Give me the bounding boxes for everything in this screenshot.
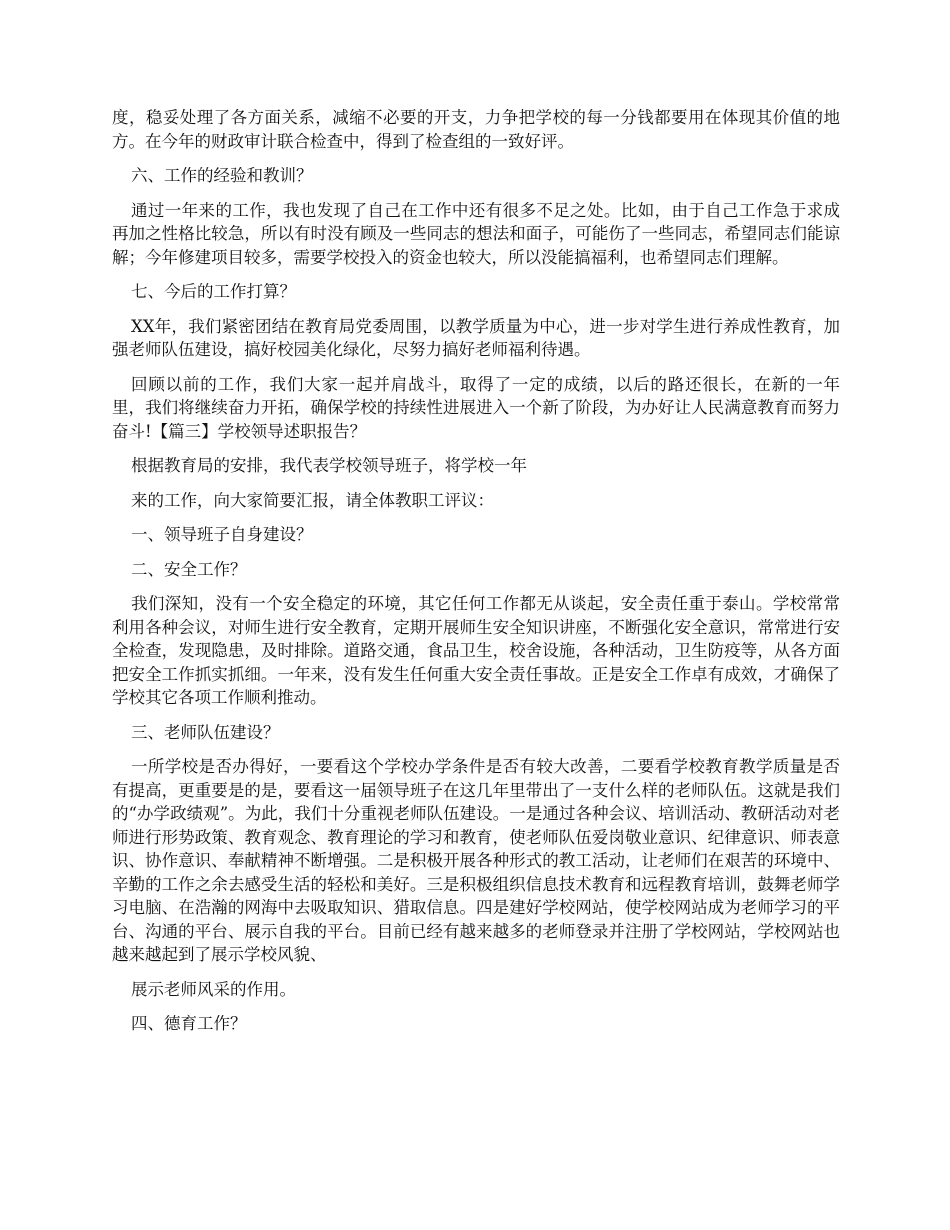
body-paragraph: 展示老师风采的作用。: [131, 979, 296, 999]
section-heading: 二、安全工作？: [131, 559, 247, 579]
body-paragraph: XX年，我们紧密团结在教育局党委周围，以教学质量为中心，进一步对学生进行养成性教育，加强老师队伍建设，搞好校园美化绿化，尽努力搞好老师福利待遇。: [112, 316, 840, 359]
section-heading: 三、老师队伍建设？: [131, 722, 280, 742]
body-paragraph: 来的工作，向大家简要汇报，请全体教职工评议：: [131, 490, 494, 510]
body-paragraph: 我们深知，没有一个安全稳定的环境，其它任何工作都无从谈起，安全责任重于泰山。学校常常利用各种会议，对师生进行安全教育，定期开展师生安全知识讲座，不断强化安全意识，常常进行安全检查，发现隐患，及时排除。道路交通，食品卫生，校舍设施，各种活动，卫生防疫等，从各方面把安全工作抓实抓细。一年来，没有发生任何重大安全责任事故。正是安全工作卓有成效，才确保了学校其它各项工作顺利推动。: [112, 594, 840, 707]
section-heading: 六、工作的经验和教训？: [131, 166, 313, 185]
body-paragraph: 一所学校是否办得好，一要看这个学校办学条件是否有较大改善，二要看学校教育教学质量是否有提高，更重要是的是，要看这一届领导班子在这几年里带出了一支什么样的老师队伍。这就是我们的“办学政绩观”。为此，我们十分重视老师队伍建设。一是通过各种会议、培训活动、教研活动对老师进行形势政策、教育观念、教育理论的学习和教育，使老师队伍爱岗敬业意识、纪律意识、师表意识、协作意识、奉献精神不断增强。二是积极开展各种形式的教工活动，让老师们在艰苦的环境中、辛勤的工作之余去感受生活的轻松和美好。三是积极组织信息技术教育和远程教育培训，鼓舞老师学习电脑、在浩瀚的网海中去吸取知识、猎取信息。四是建好学校网站，使学校网站成为老师学习的平台、沟通的平台、展示自我的平台。目前已经有越来越多的老师登录并注册了学校网站，学校网站也越来越起到了展示学校风貌、: [112, 757, 840, 964]
body-paragraph: 通过一年来的工作，我也发现了自己在工作中还有很多不足之处。比如，由于自己工作急于求成再加之性格比较急，所以有时没有顾及一些同志的想法和面子，可能伤了一些同志，希望同志们能谅解；今年修建项目较多，需要学校投入的资金也较大，所以没能搞福利，也希望同志们理解。: [112, 200, 840, 267]
body-paragraph: 度，稳妥处理了各方面关系，减缩不必要的开支，力争把学校的每一分钱都要用在体现其价值的地方。在今年的财政审计联合检查中，得到了检查组的一致好评。: [112, 108, 840, 151]
section-heading: 七、今后的工作打算？: [131, 282, 296, 301]
body-paragraph: 根据教育局的安排，我代表学校领导班子，将学校一年: [131, 456, 527, 475]
section-heading: 四、德育工作？: [131, 1014, 247, 1033]
body-paragraph: 回顾以前的工作，我们大家一起并肩战斗，取得了一定的成绩，以后的路还很长，在新的一年里，我们将继续奋力开拓，确保学校的持续性进展进入一个新了阶段，为办好让人民满意教育而努力奋斗!【篇三】学校领导述职报告？: [112, 374, 840, 441]
document-body: [112, 106, 840, 1047]
section-heading: 一、领导班子自身建设？: [131, 525, 313, 544]
